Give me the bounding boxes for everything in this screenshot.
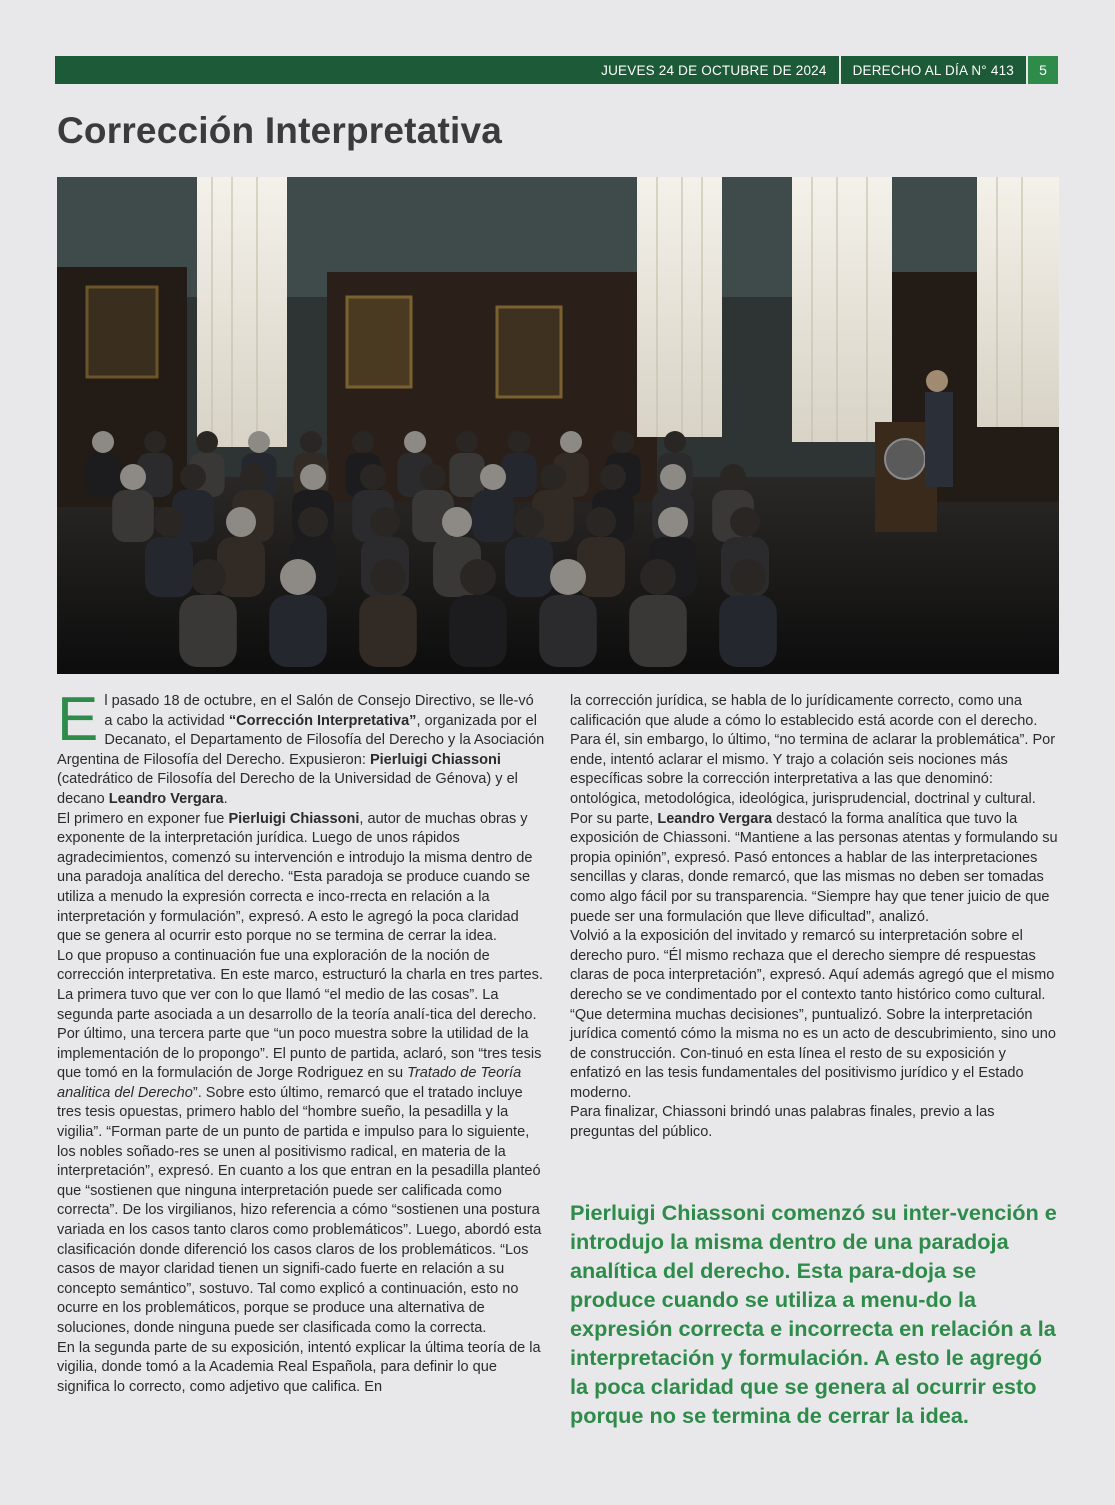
page-number: 5: [1028, 56, 1058, 84]
article-column-right: [570, 692, 1058, 1143]
issue-number: DERECHO AL DÍA N° 413: [852, 62, 1014, 78]
article-title: Corrección Interpretativa: [57, 110, 503, 151]
paragraph: El primero en exponer fue Pierluigi Chiassoni, autor de muchas obras y exponente de la interpretación jurídica. Luego de unos rápidos agradecimientos, comenzó su intervención e introdujo la misma dentro de una paradoja analítica del derecho. “Esta paradoja se produce cuando se utiliza a menudo la expresión correcta e inco-rrecta en relación a la interpretación y formulación”, expresó. A esto le agregó la poca claridad que se genera al ocurrir esto porque no se termina de cerrar la idea.: [57, 810, 533, 945]
paragraph: Volvió a la exposición del invitado y remarcó su interpretación sobre el derecho puro. “Él mismo rechaza que el derecho siempre dé respuestas claras de poca interpretación”, expresó. Aquí además agregó que el mismo derecho se ve condimentado por el contexto tanto histórico como cultural. “Que determina muchas decisiones”, puntualizó. Sobre la interpretación jurídica comentó cómo la misma no es un acto de descubrimiento, sino uno de construcción. Con-tinuó en esta línea el resto de su exposición y enfatizó en las tesis fundamentales del positivismo jurídico y el Estado moderno.: [570, 928, 1056, 1101]
drop-cap: E: [57, 685, 99, 754]
article-column-left: [57, 685, 545, 1397]
photo-conference-audience-icon: [57, 177, 1059, 674]
paragraph: Para finalizar, Chiassoni brindó unas palabras finales, previo a las preguntas del público.: [570, 1104, 995, 1141]
issue-date: JUEVES 24 DE OCTUBRE DE 2024: [601, 62, 827, 78]
article-photo: [57, 177, 1059, 674]
paragraph: la corrección jurídica, se habla de lo jurídicamente correcto, como una calificación que alude a cómo lo establecido está acorde con el derecho. Para él, sin embargo, lo último, “no termina de aclarar la problemática”. Por ende, intentó aclarar el mismo. Y trajo a colación seis nociones más específicas sobre la corrección interpretativa a las que denominó: ontológica, metodológica, ideológica, jurisprudencial, doctrinal y cultural.: [570, 693, 1056, 807]
paragraph: En la segunda parte de su exposición, intentó explicar la última teoría de la vigilia, donde tomó a la Academia Real Española, para definir lo que significa lo correcto, como adjetivo que califica. En: [57, 1339, 541, 1395]
paragraph: El pasado 18 de octubre, en el Salón de Consejo Directivo, se lle-vó a cabo la actividad “Corrección Interpretativa”, organizada por el Decanato, el Departamento de Filosofía del Derecho y la Asociación Argentina de Filosofía del Derecho. Expusieron: Pierluigi Chiassoni (catedrático de Filosofía del Derecho de la Universidad de Génova) y el decano Leandro Vergara.: [57, 685, 545, 807]
paragraph: Lo que propuso a continuación fue una exploración de la noción de corrección interpretativa. En este marco, estructuró la charla en tres partes. La primera tuvo que ver con lo que llamó “el medio de las cosas”. La segunda parte asociada a un desarrollo de la teoría analí-tica del derecho. Por último, una tercera parte que “un poco muestra sobre la utilidad de la implementación de lo propongo”. El punto de partida, aclaró, son “tres tesis que tomó en la formulación de Jorge Rodriguez en su Tratado de Teoría analitica del Derecho”. Sobre esto último, remarcó que el tratado incluye tres tesis opuestas, primero hablo del “hombre sueño, la pesadilla y la vigilia”. “Forman parte de un punto de partida e impulso para lo siguiente, los nobles soñado-res se unen al positivismo radical, en materia de la interpretación”, expresó. En cuanto a los que entran en la pesadilla planteó que “sostienen que ninguna interpretación puede ser calificada como correcta”. De los virgilianos, hizo referencia a cómo “sostienen una postura variada en los casos tanto claros como problemáticos”. Luego, abordó esta clasificación donde diferenció los casos claros de los problemáticos. “Los casos de mayor claridad tienen un signifi-cado fuerte en relación a su concepto semántico”, sostuvo. Tal como explicó a continuación, esto no ocurre en los problemáticos, porque se produce una alternativa de soluciones, donde ninguna puede ser clasificada como la correcta.: [57, 947, 543, 1336]
header-bar: [55, 56, 1058, 84]
paragraph: Por su parte, Leandro Vergara destacó la forma analítica que tuvo la exposición de Chiassoni. “Mantiene a las personas atentas y formulando su propia opinión”, expresó. Pasó entonces a hablar de las interpretaciones sencillas y claras, donde remarcó, que las mismas no deben ser tomadas como algo fácil por su transparencia. “Siempre hay que tener juicio de que puede ser una formulación que lleve dificultad”, analizó.: [570, 810, 1058, 925]
pull-quote: Pierluigi Chiassoni comenzó su inter-vención e introdujo la misma dentro de una paradoja analítica del derecho. Esta para-doja se produce cuando se utiliza a menu-do la expresión correcta e incorrecta en relación a la interpretación y formulación. A esto le agregó la poca claridad que se genera al ocurrir esto porque no se termina de cerrar la idea.: [570, 1200, 1057, 1428]
